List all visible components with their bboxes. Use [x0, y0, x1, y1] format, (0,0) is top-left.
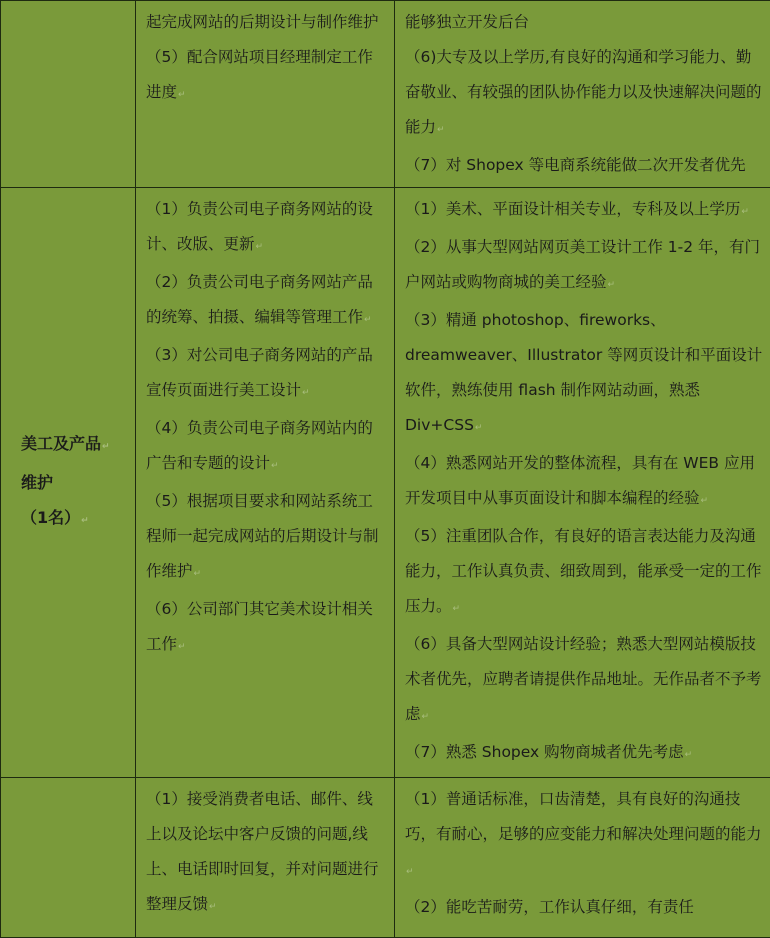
- requirement-item: 能够独立开发后台: [405, 5, 763, 40]
- requirement-item: （1）普通话标准，口齿清楚，具有良好的沟通技巧，有耐心，足够的应变能力和解决处理问题的能力 ↵: [405, 782, 763, 890]
- table-row: [1, 188, 770, 778]
- requirement-item: （7）熟悉 Shopex 购物商城者优先考虑 ↵: [405, 735, 763, 773]
- duty-item: 起完成网站的后期设计与制作维护: [146, 5, 386, 40]
- requirement-item: （1）美术、平面设计相关专业，专科及以上学历 ↵: [405, 192, 763, 230]
- requirement-item: （2）从事大型网站网页美工设计工作 1-2 年，有门户网站或购物商城的美工经验 ↵: [405, 230, 763, 303]
- duty-item: （1）接受消费者电话、邮件、线上以及论坛中客户反馈的问题,线上、电话即时回复，并对问题进行整理反馈 ↵: [146, 782, 386, 925]
- requirement-item: （6）具备大型网站设计经验；熟悉大型网站模版技术者优先，应聘者请提供作品地址。无作品者不予考虑 ↵: [405, 627, 763, 735]
- requirement-item: （4）熟悉网站开发的整体流程，具有在 WEB 应用开发项目中从事页面设计和脚本编程的经验 ↵: [405, 446, 763, 519]
- requirement-item: （6)大专及以上学历,有良好的沟通和学习能力、勤奋敬业、有较强的团队协作能力以及快速解决问题的能力 ↵: [405, 40, 763, 148]
- requirements-cell: [395, 778, 770, 938]
- requirements-cell: [395, 188, 770, 778]
- duty-item: （4）负责公司电子商务网站内的广告和专题的设计 ↵: [146, 411, 386, 484]
- duty-item: （6）公司部门其它美术设计相关工作 ↵: [146, 592, 386, 665]
- role-title-line: 美工及产品 ↵: [21, 426, 129, 465]
- role-title-line: 维护: [21, 465, 129, 500]
- requirement-item: （5）注重团队合作，有良好的语言表达能力及沟通能力，工作认真负责、细致周到，能承受一定的工作压力。 ↵: [405, 519, 763, 627]
- role-cell: [1, 778, 136, 938]
- role-title-line: （1名） ↵: [21, 500, 129, 539]
- table-row: [1, 1, 770, 188]
- duty-item: （1）负责公司电子商务网站的设计、改版、更新 ↵: [146, 192, 386, 265]
- duties-cell: [136, 188, 395, 778]
- duty-item: （2）负责公司电子商务网站产品的统筹、拍摄、编辑等管理工作 ↵: [146, 265, 386, 338]
- duties-cell: [136, 1, 395, 188]
- requirement-item: （7）对 Shopex 等电商系统能做二次开发者优先: [405, 148, 763, 183]
- table-row: [1, 778, 770, 938]
- duties-cell: [136, 778, 395, 938]
- requirement-item: （2）能吃苦耐劳，工作认真仔细，有责任: [405, 890, 763, 925]
- role-cell: [1, 1, 136, 188]
- role-cell: [1, 188, 136, 778]
- duty-item: （5）配合网站项目经理制定工作进度 ↵: [146, 40, 386, 113]
- requirements-cell: [395, 1, 770, 188]
- duty-item: （5）根据项目要求和网站系统工程师一起完成网站的后期设计与制作维护 ↵: [146, 484, 386, 592]
- duty-item: （3）对公司电子商务网站的产品宣传页面进行美工设计 ↵: [146, 338, 386, 411]
- requirement-item: （3）精通 photoshop、fireworks、dreamweaver、Illustrator 等网页设计和平面设计软件，熟练使用 flash 制作网站动画，熟悉 Div+CSS ↵: [405, 303, 763, 446]
